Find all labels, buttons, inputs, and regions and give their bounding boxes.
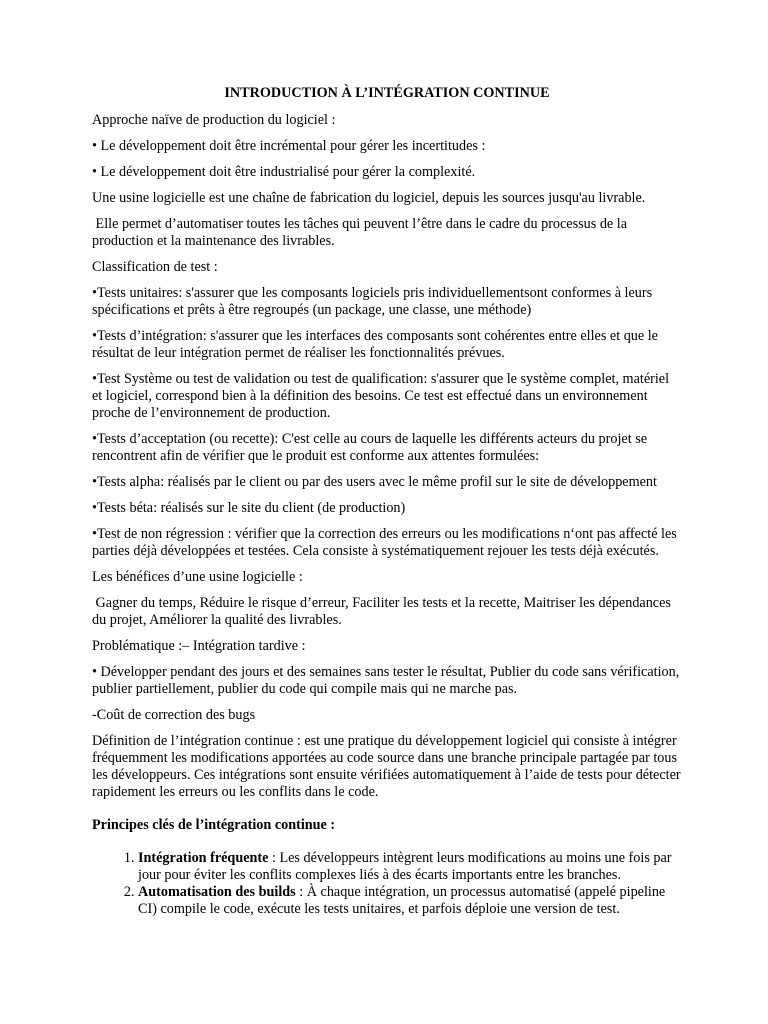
paragraph: Définition de l’intégration continue : est une pratique du développement logiciel qui consiste à intégrer fréquemment les modifications apportées au code source dans une branche principale partagée par tous les développeurs. Ces intégrations sont ensuite vérifiées automatiquement à l’aide de tests pour détecter rapidement les erreurs ou les conflits dans le code.: [92, 733, 681, 800]
paragraph: •Tests unitaires: s'assurer que les composants logiciels pris individuellementsont conformes à leurs spécifications et prêts à être regroupés (un package, une classe, une méthode): [92, 285, 653, 318]
paragraph: • Le développement doit être industrialisé pour gérer la complexité.: [92, 164, 476, 180]
list-item: [138, 884, 682, 918]
list-item-term: Intégration fréquente: [138, 850, 269, 866]
paragraph: Les bénéfices d’une usine logicielle :: [92, 569, 303, 585]
paragraph: •Tests alpha: réalisés par le client ou par des users avec le même profil sur le site de développement: [92, 474, 657, 490]
paragraph: • Le développement doit être incrémental pour gérer les incertitudes :: [92, 138, 486, 154]
paragraph: •Test de non régression : vérifier que la correction des erreurs ou les modifications n‘ont pas affecté les parties déjà développées et testées. Cela consiste à systématiquement rejouer les tests déjà exécutés.: [92, 526, 677, 559]
paragraph: Problématique :– Intégration tardive :: [92, 638, 306, 654]
paragraph: •Tests d’intégration: s'assurer que les interfaces des composants sont cohérentes entre elles et que le résultat de leur intégration permet de réaliser les fonctionnalités prévues.: [92, 328, 658, 361]
paragraph: •Tests d’acceptation (ou recette): C'est celle au cours de laquelle les différents acteurs du projet se rencontrent afin de vérifier que le produit est conforme aux attentes formulées:: [92, 431, 648, 464]
paragraph: Une usine logicielle est une chaîne de fabrication du logiciel, depuis les sources jusqu'au livrable.: [92, 190, 646, 206]
paragraph: Approche naïve de production du logiciel :: [92, 112, 336, 128]
paragraph: Classification de test :: [92, 259, 218, 275]
paragraph: •Tests béta: réalisés sur le site du client (de production): [92, 500, 406, 516]
section-heading: Principes clés de l’intégration continue :: [92, 817, 336, 833]
principles-list: [92, 850, 682, 918]
paragraph: • Développer pendant des jours et des semaines sans tester le résultat, Publier du code sans vérification, publier partiellement, publier du code qui compile mais qui ne marche pas.: [92, 664, 680, 697]
list-item-text: : À chaque intégration, un processus automatisé (appelé pipeline CI) compile le code, exécute les tests unitaires, et parfois déploie une version de test.: [138, 884, 666, 917]
list-item-term: Automatisation des builds: [138, 884, 296, 900]
list-item-text: : Les développeurs intègrent leurs modifications au moins une fois par jour pour éviter les conflits complexes liés à des écarts importants entre les branches.: [138, 850, 672, 883]
document-body: [92, 85, 682, 918]
paragraph: Elle permet d’automatiser toutes les tâches qui peuvent l’être dans le cadre du processus de la production et la maintenance des livrables.: [92, 216, 631, 249]
paragraph: -Coût de correction des bugs: [92, 707, 256, 723]
list-item: [138, 850, 682, 884]
paragraph: •Test Système ou test de validation ou test de qualification: s'assurer que le système complet, matériel et logiciel, correspond bien à la définition des besoins. Ce test est effectué dans un environnement proche de l’environnement de production.: [92, 371, 670, 421]
document-title: INTRODUCTION À L’INTÉGRATION CONTINUE: [224, 85, 550, 101]
paragraph: Gagner du temps, Réduire le risque d’erreur, Faciliter les tests et la recette, Maitriser les dépendances du projet, Améliorer la qualité des livrables.: [92, 595, 675, 628]
